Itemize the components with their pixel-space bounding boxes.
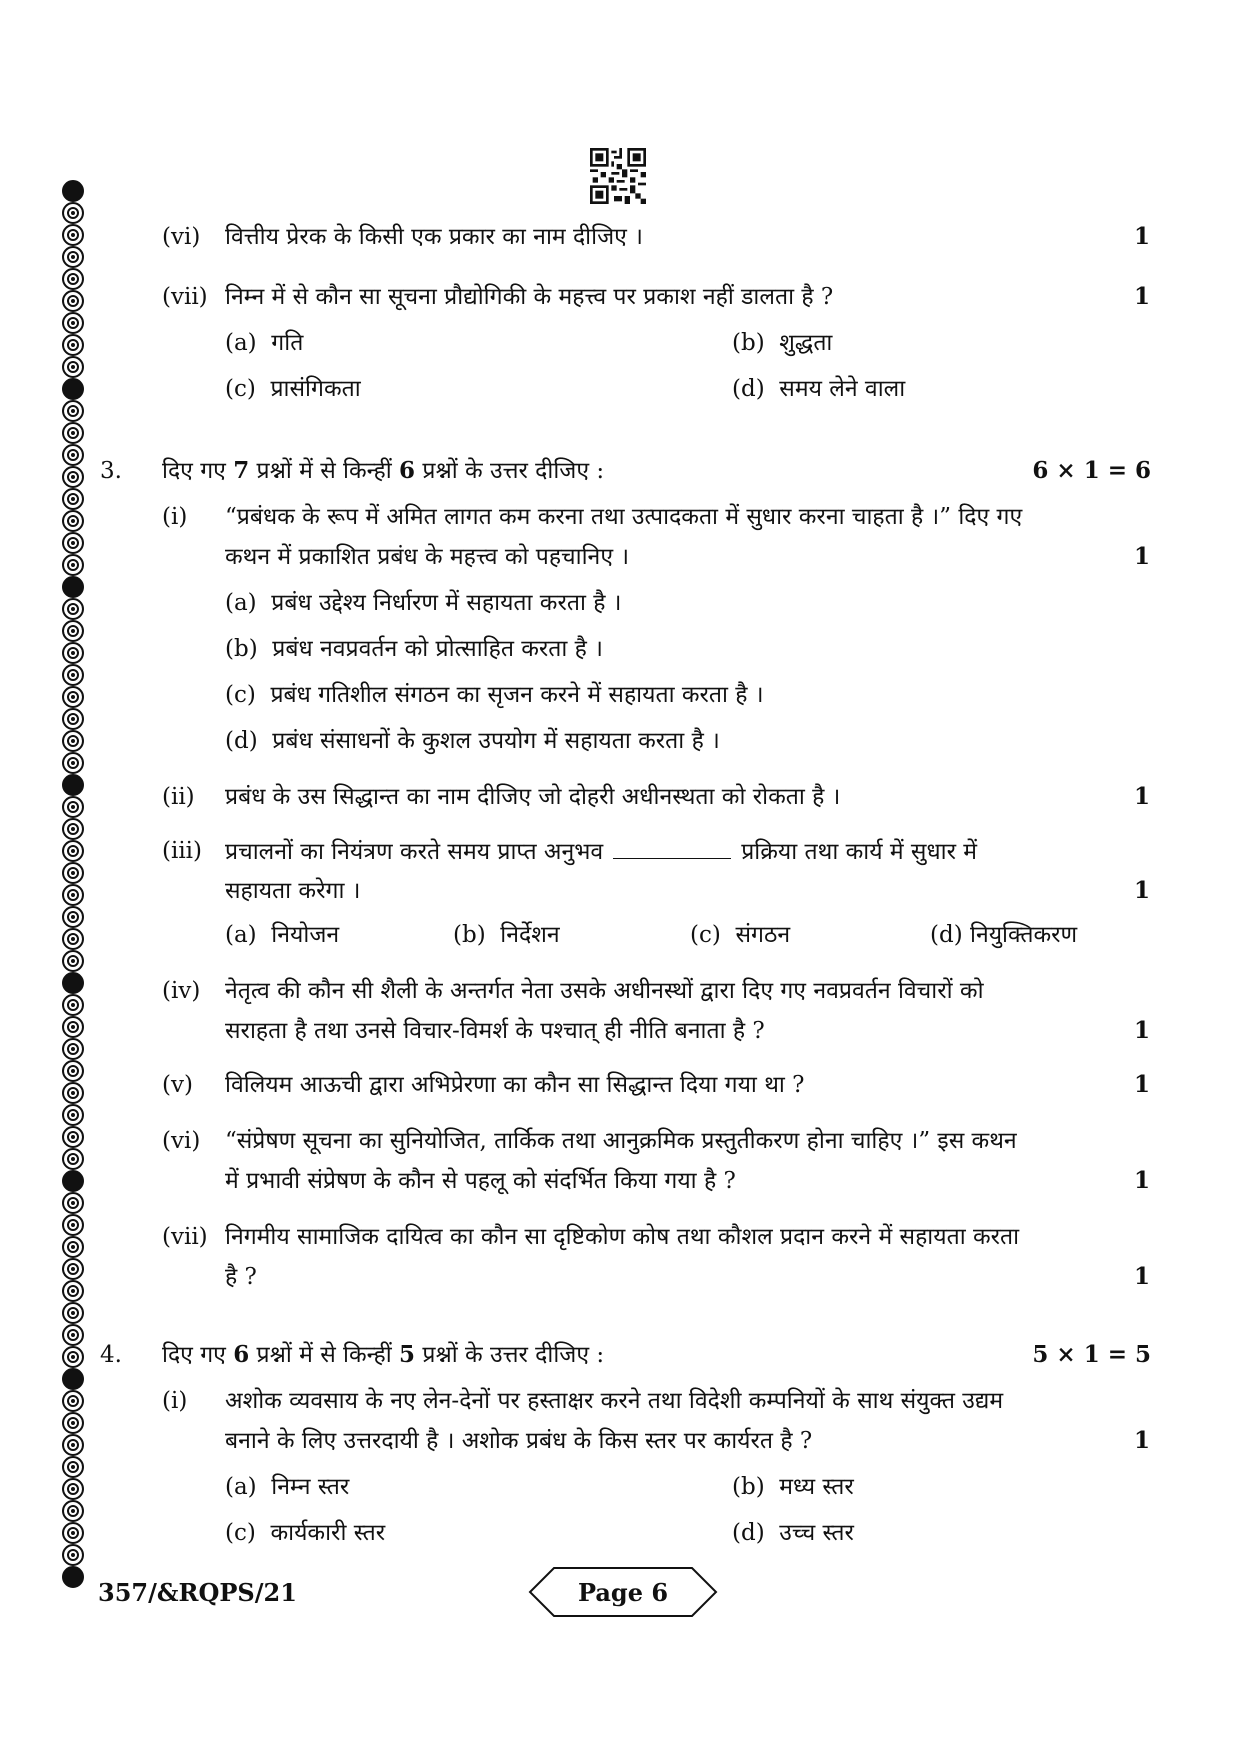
concentric-ring-icon xyxy=(62,466,84,488)
q2-vi-number: (vi) xyxy=(162,224,201,250)
concentric-ring-icon xyxy=(62,598,84,620)
page-number-badge xyxy=(528,1566,718,1618)
concentric-ring-icon xyxy=(62,796,84,818)
q4-marks: 5 × 1 = 5 xyxy=(1032,1341,1151,1368)
concentric-ring-icon xyxy=(62,1148,84,1170)
concentric-ring-icon xyxy=(62,1082,84,1104)
qr-code-icon xyxy=(590,148,646,204)
concentric-ring-icon xyxy=(62,400,84,422)
q3-i-mark: 1 xyxy=(1133,543,1150,570)
concentric-ring-icon xyxy=(62,532,84,554)
q4-i-option-b: (b) मध्य स्तर xyxy=(732,1474,854,1500)
concentric-ring-icon xyxy=(62,1038,84,1060)
q3-vii-line1: निगमीय सामाजिक दायित्व का कौन सा दृष्टिकोण कोष तथा कौशल प्रदान करने में सहायता करता xyxy=(225,1224,1020,1250)
concentric-ring-icon xyxy=(62,928,84,950)
q3-iv-line1: नेतृत्व की कौन सी शैली के अन्तर्गत नेता उसके अधीनस्थों द्वारा दिए गए नवप्रवर्तन विचारों को xyxy=(225,978,984,1004)
concentric-ring-icon xyxy=(62,884,84,906)
q3-i-option-c: (c) प्रबंध गतिशील संगठन का सृजन करने में सहायता करता है । xyxy=(225,682,764,708)
q4-number: 4. xyxy=(100,1342,122,1368)
q3-iii-option-a: (a) नियोजन xyxy=(225,922,340,948)
q3-iii-option-b: (b) निर्देशन xyxy=(453,922,560,948)
concentric-ring-icon xyxy=(62,1434,84,1456)
q4-i-number: (i) xyxy=(162,1388,188,1414)
concentric-ring-icon xyxy=(62,334,84,356)
concentric-ring-icon xyxy=(62,862,84,884)
concentric-ring-icon xyxy=(62,840,84,862)
solid-dot-icon xyxy=(62,378,84,400)
paper-code: 357/&RQPS/21 xyxy=(98,1578,297,1607)
q2-vii-option-b: (b) शुद्धता xyxy=(732,330,833,356)
fill-in-blank xyxy=(613,836,731,859)
concentric-ring-icon xyxy=(62,1456,84,1478)
concentric-ring-icon xyxy=(62,708,84,730)
q3-iv-line2: सराहता है तथा उनसे विचार-विमर्श के पश्चात् ही नीति बनाता है ? xyxy=(225,1018,765,1044)
q2-vii-text: निम्न में से कौन सा सूचना प्रौद्योगिकी के महत्त्व पर प्रकाश नहीं डालता है ? xyxy=(225,284,834,310)
concentric-ring-icon xyxy=(62,620,84,642)
q3-iii-option-c: (c) संगठन xyxy=(690,922,791,948)
concentric-ring-icon xyxy=(62,950,84,972)
concentric-ring-icon xyxy=(62,356,84,378)
concentric-ring-icon xyxy=(62,1324,84,1346)
q3-iii-mark: 1 xyxy=(1133,877,1150,904)
q3-iv-number: (iv) xyxy=(162,978,201,1004)
solid-dot-icon xyxy=(62,576,84,598)
q2-vi-mark: 1 xyxy=(1133,223,1150,250)
q3-v-text: विलियम आऊची द्वारा अभिप्रेरणा का कौन सा सिद्धान्त दिया गया था ? xyxy=(225,1072,805,1098)
concentric-ring-icon xyxy=(62,752,84,774)
q3-iv-mark: 1 xyxy=(1133,1017,1150,1044)
q3-iii-number: (iii) xyxy=(162,838,203,864)
concentric-ring-icon xyxy=(62,1104,84,1126)
concentric-ring-icon xyxy=(62,224,84,246)
concentric-ring-icon xyxy=(62,246,84,268)
concentric-ring-icon xyxy=(62,994,84,1016)
q3-ii-text: प्रबंध के उस सिद्धान्त का नाम दीजिए जो दोहरी अधीनस्थता को रोकता है । xyxy=(225,784,841,810)
q3-vii-mark: 1 xyxy=(1133,1263,1150,1290)
q3-vi-mark: 1 xyxy=(1133,1167,1150,1194)
q3-vii-number: (vii) xyxy=(162,1224,208,1250)
q4-instruction: दिए गए 6 प्रश्नों में से किन्हीं 5 प्रश्नों के उत्तर दीजिए : xyxy=(162,1341,605,1368)
q3-v-mark: 1 xyxy=(1133,1071,1150,1098)
concentric-ring-icon xyxy=(62,1544,84,1566)
concentric-ring-icon xyxy=(62,1280,84,1302)
concentric-ring-icon xyxy=(62,312,84,334)
solid-dot-icon xyxy=(62,1170,84,1192)
solid-dot-icon xyxy=(62,1566,84,1588)
concentric-ring-icon xyxy=(62,554,84,576)
concentric-ring-icon xyxy=(62,1390,84,1412)
q4-i-option-a: (a) निम्न स्तर xyxy=(225,1474,350,1500)
q4-i-line1: अशोक व्यवसाय के नए लेन-देनों पर हस्ताक्षर करने तथा विदेशी कम्पनियों के साथ संयुक्त उद्यम xyxy=(225,1388,1004,1414)
q3-iii-option-d: (d) नियुक्तिकरण xyxy=(930,922,1078,948)
solid-dot-icon xyxy=(62,972,84,994)
concentric-ring-icon xyxy=(62,1412,84,1434)
q4-i-line2: बनाने के लिए उत्तरदायी है । अशोक प्रबंध के किस स्तर पर कार्यरत है ? xyxy=(225,1428,813,1454)
concentric-ring-icon xyxy=(62,664,84,686)
q3-vi-line1: “संप्रेषण सूचना का सुनियोजित, तार्किक तथा आनुक्रमिक प्रस्तुतीकरण होना चाहिए ।” इस कथन xyxy=(225,1128,1017,1154)
concentric-ring-icon xyxy=(62,1214,84,1236)
concentric-ring-icon xyxy=(62,1126,84,1148)
concentric-ring-icon xyxy=(62,1302,84,1324)
q3-i-line1: “प्रबंधक के रूप में अमित लागत कम करना तथा उत्पादकता में सुधार करना चाहता है ।” दिए गए xyxy=(225,504,1023,530)
q3-i-line2: कथन में प्रकाशित प्रबंध के महत्त्व को पहचानिए । xyxy=(225,544,630,570)
concentric-ring-icon xyxy=(62,686,84,708)
q3-i-option-d: (d) प्रबंध संसाधनों के कुशल उपयोग में सहायता करता है । xyxy=(225,728,720,754)
q3-vii-line2: है ? xyxy=(225,1264,257,1290)
q3-iii-line2: सहायता करेगा । xyxy=(225,878,361,904)
q4-i-option-d: (d) उच्च स्तर xyxy=(732,1520,854,1546)
q3-instruction: दिए गए 7 प्रश्नों में से किन्हीं 6 प्रश्नों के उत्तर दीजिए : xyxy=(162,457,605,484)
concentric-ring-icon xyxy=(62,422,84,444)
concentric-ring-icon xyxy=(62,290,84,312)
concentric-ring-icon xyxy=(62,1522,84,1544)
q3-vi-line2: में प्रभावी संप्रेषण के कौन से पहलू को संदर्भित किया गया है ? xyxy=(225,1168,736,1194)
q3-iii-line1: प्रचालनों का नियंत्रण करते समय प्राप्त अनुभव प्रक्रिया तथा कार्य में सुधार में xyxy=(225,836,977,867)
q2-vii-option-c: (c) प्रासंगिकता xyxy=(225,376,361,402)
concentric-ring-icon xyxy=(62,1346,84,1368)
q3-marks: 6 × 1 = 6 xyxy=(1032,457,1151,484)
concentric-ring-icon xyxy=(62,1478,84,1500)
q2-vii-number: (vii) xyxy=(162,284,208,310)
q2-vi-text: वित्तीय प्रेरक के किसी एक प्रकार का नाम दीजिए । xyxy=(225,224,643,250)
solid-dot-icon xyxy=(62,180,84,202)
concentric-ring-icon xyxy=(62,730,84,752)
concentric-ring-icon xyxy=(62,818,84,840)
concentric-ring-icon xyxy=(62,906,84,928)
concentric-ring-icon xyxy=(62,202,84,224)
concentric-ring-icon xyxy=(62,642,84,664)
q3-i-option-b: (b) प्रबंध नवप्रवर्तन को प्रोत्साहित करता है । xyxy=(225,636,603,662)
concentric-ring-icon xyxy=(62,510,84,532)
q3-i-number: (i) xyxy=(162,504,188,530)
q2-vii-option-a: (a) गति xyxy=(225,330,304,356)
q4-i-mark: 1 xyxy=(1133,1427,1150,1454)
q2-vii-option-d: (d) समय लेने वाला xyxy=(732,376,906,402)
solid-dot-icon xyxy=(62,1368,84,1390)
q3-number: 3. xyxy=(100,458,122,484)
q3-ii-mark: 1 xyxy=(1133,783,1150,810)
q3-v-number: (v) xyxy=(162,1072,193,1098)
concentric-ring-icon xyxy=(62,488,84,510)
q3-ii-number: (ii) xyxy=(162,784,195,810)
concentric-ring-icon xyxy=(62,268,84,290)
concentric-ring-icon xyxy=(62,1236,84,1258)
concentric-ring-icon xyxy=(62,1192,84,1214)
page-number: Page 6 xyxy=(577,1578,669,1607)
q4-i-option-c: (c) कार्यकारी स्तर xyxy=(225,1520,386,1546)
concentric-ring-icon xyxy=(62,1060,84,1082)
concentric-ring-icon xyxy=(62,444,84,466)
concentric-ring-icon xyxy=(62,1258,84,1280)
margin-ring-column xyxy=(62,180,92,1588)
solid-dot-icon xyxy=(62,774,84,796)
q3-i-option-a: (a) प्रबंध उद्देश्य निर्धारण में सहायता करता है । xyxy=(225,590,622,616)
concentric-ring-icon xyxy=(62,1500,84,1522)
q3-vi-number: (vi) xyxy=(162,1128,201,1154)
concentric-ring-icon xyxy=(62,1016,84,1038)
q2-vii-mark: 1 xyxy=(1133,283,1150,310)
